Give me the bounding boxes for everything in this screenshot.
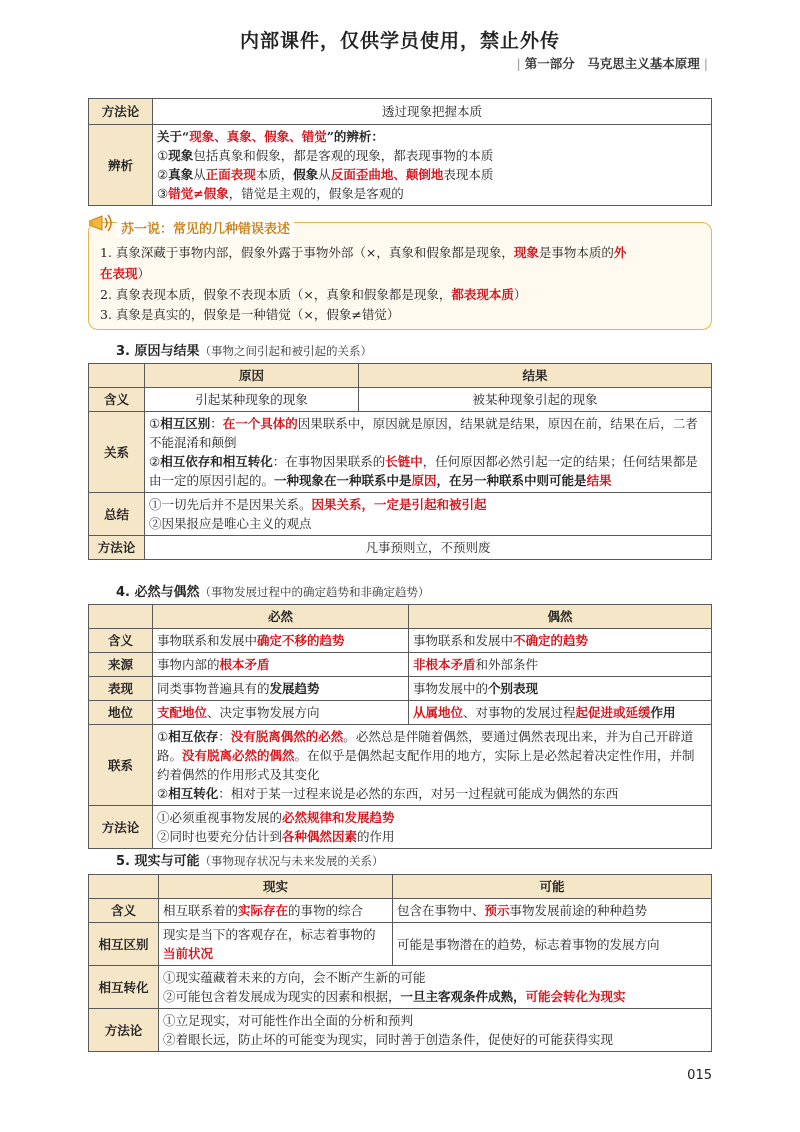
- corner-cell: [89, 364, 145, 388]
- cell: 现实是当下的客观存在，标志着事物的当前状况: [159, 923, 393, 966]
- cell: 被某种现象引起的现象: [359, 388, 712, 412]
- table-reality-possibility: [88, 874, 712, 1052]
- corner-cell: [89, 605, 153, 629]
- col-chance: 偶然: [409, 605, 712, 629]
- cell: 同类事物普遍具有的发展趋势: [153, 677, 409, 701]
- row-label: 方法论: [89, 1009, 159, 1052]
- section-5-title: 5. 现实与可能（事物现存状况与未来发展的关系）: [116, 854, 384, 869]
- cell: 事物内部的根本矛盾: [153, 653, 409, 677]
- cell: 可能是事物潜在的趋势，标志着事物的发展方向: [393, 923, 712, 966]
- section-4-title: 4. 必然与偶然（事物发展过程中的确定趋势和非确定趋势）: [116, 585, 430, 600]
- col-reality: 现实: [159, 875, 393, 899]
- page-number: 015: [687, 1068, 712, 1083]
- col-cause: 原因: [145, 364, 359, 388]
- row-label: 总结: [89, 493, 145, 536]
- analysis-label: 辨析: [89, 125, 153, 206]
- cell: ①必须重视事物发展的必然规律和发展趋势 ②同时也要充分估计到各种偶然因素的作用: [153, 806, 712, 849]
- cell: 事物联系和发展中确定不移的趋势: [153, 629, 409, 653]
- cell: ①现实蕴藏着未来的方向，会不断产生新的可能 ②可能包含着发展成为现实的因素和根据，一旦主客观条件成熟，可能会转化为现实: [159, 966, 712, 1009]
- table-necessity-chance: [88, 604, 712, 849]
- analysis-text: 关于“现象、真象、假象、错觉”的辨析： ①现象包括真象和假象，都是客观的现象，都表现事物的本质 ②真象从正面表现本质，假象从反面歪曲地、颠倒地表现本质 ③错觉≠假象，错觉是主观的，假象是客观的: [153, 125, 712, 206]
- row-label: 相互区别: [89, 923, 159, 966]
- tip-line-1: 1. 真象深藏于事物内部，假象外露于事物外部（×，真象和假象都是现象，现象是事物本质的外: [100, 245, 627, 260]
- row-label: 表现: [89, 677, 153, 701]
- method-label: 方法论: [89, 99, 153, 125]
- cell: 支配地位、决定事物发展方向: [153, 701, 409, 725]
- table-appearance-essence: [88, 98, 712, 206]
- section-label: | 第一部分 马克思主义基本原理 |: [516, 56, 708, 71]
- cell: 事物联系和发展中不确定的趋势: [409, 629, 712, 653]
- row-label: 来源: [89, 653, 153, 677]
- row-label: 含义: [89, 899, 159, 923]
- cell: ①一切先后并不是因果关系。因果关系，一定是引起和被引起 ②因果报应是唯心主义的观点: [145, 493, 712, 536]
- row-label: 联系: [89, 725, 153, 806]
- cell: 非根本矛盾和外部条件: [409, 653, 712, 677]
- col-possibility: 可能: [393, 875, 712, 899]
- corner-cell: [89, 875, 159, 899]
- row-label: 方法论: [89, 806, 153, 849]
- method-text: 透过现象把握本质: [153, 99, 712, 125]
- table-cause-effect: [88, 363, 712, 560]
- tip-title: 苏一说：常见的几种错误表述: [117, 218, 294, 237]
- tip-line-2: 2. 真象表现本质，假象不表现本质（×，真象和假象都是现象，都表现本质）: [100, 287, 527, 302]
- cell: 包含在事物中、预示事物发展前途的种种趋势: [393, 899, 712, 923]
- cell: 引起某种现象的现象: [145, 388, 359, 412]
- row-label: 相互转化: [89, 966, 159, 1009]
- cell: 凡事预则立，不预则废: [145, 536, 712, 560]
- cell: 相互联系着的实际存在的事物的综合: [159, 899, 393, 923]
- cell: ①相互区别：在一个具体的因果联系中，原因就是原因，结果就是结果，原因在前，结果在后，二者不能混淆和颠倒 ②相互依存和相互转化：在事物因果联系的长链中，任何原因都必然引起一定的结果；任何结果都是由一定的原因引起的。一种现象在一种联系中是原因，在另一种联系中则可能是结果: [145, 412, 712, 493]
- col-necessity: 必然: [153, 605, 409, 629]
- row-label: 含义: [89, 629, 153, 653]
- section-3-title: 3. 原因与结果（事物之间引起和被引起的关系）: [116, 344, 373, 359]
- cell: ①相互依存：没有脱离偶然的必然。必然总是伴随着偶然，要通过偶然表现出来，并为自己开辟道路。没有脱离必然的偶然。在似乎是偶然起支配作用的地方，实际上是必然起着决定性作用，并制约着偶然的作用形式及其变化 ②相互转化：相对于某一过程来说是必然的东西，对另一过程就可能成为偶然的东西: [153, 725, 712, 806]
- row-label: 方法论: [89, 536, 145, 560]
- cell: ①立足现实，对可能性作出全面的分析和预判 ②着眼长远，防止坏的可能变为现实，同时善于创造条件，促使好的可能获得实现: [159, 1009, 712, 1052]
- col-effect: 结果: [359, 364, 712, 388]
- cell: 事物发展中的个别表现: [409, 677, 712, 701]
- cell: 从属地位、对事物的发展过程起促进或延缓作用: [409, 701, 712, 725]
- row-label: 关系: [89, 412, 145, 493]
- page-title: 内部课件，仅供学员使用，禁止外传: [239, 30, 560, 52]
- row-label: 地位: [89, 701, 153, 725]
- tip-line-1b: 在表现）: [100, 266, 151, 281]
- tip-line-3: 3. 真象是真实的，假象是一种错觉（×，假象≠错觉）: [100, 307, 400, 322]
- row-label: 含义: [89, 388, 145, 412]
- megaphone-icon: [88, 211, 118, 241]
